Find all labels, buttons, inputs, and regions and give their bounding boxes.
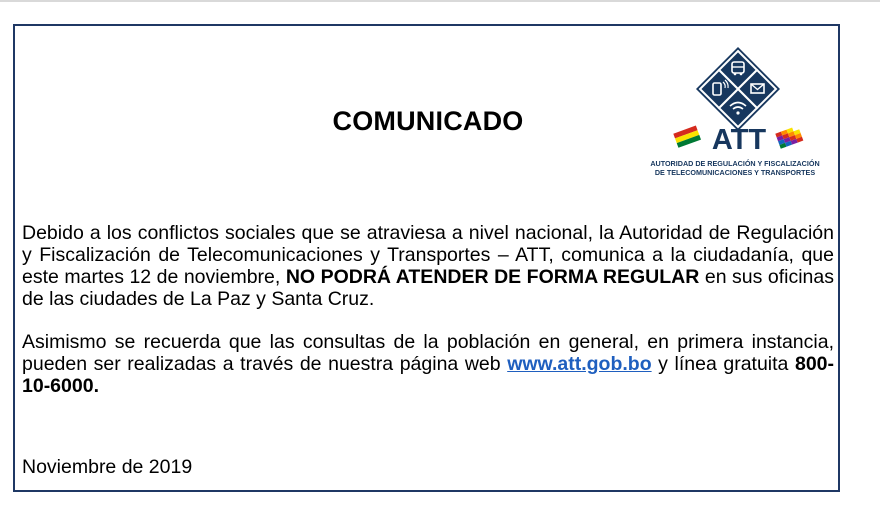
paragraph-1-text-a: Debido a los conflictos sociales que se atraviesa a nivel nacional, la Autoridad de Regulación y Fiscalización de Telecomunicaciones y Transportes – ATT, comunica a la ciudadanía, que este martes 12 de noviembre, xyxy=(22,222,834,288)
website-link[interactable]: www.att.gob.bo xyxy=(507,353,652,375)
logo-caption-line1: AUTORIDAD DE REGULACIÓN Y FISCALIZACIÓN xyxy=(650,159,820,168)
window-top-edge xyxy=(0,0,880,2)
paragraph-2-text-a: Asimismo se recuerda que las consultas de la población en general, en primera instancia, pueden ser realizadas a través de nuestra página web xyxy=(22,331,834,375)
paragraph-1-bold: NO PODRÁ ATENDER DE FORMA REGULAR xyxy=(285,266,700,288)
document-date: Noviembre de 2019 xyxy=(22,456,193,478)
paragraph-2-text-b: y línea gratuita xyxy=(651,353,795,375)
att-logo-graphic xyxy=(640,45,830,157)
logo-caption xyxy=(640,159,830,177)
logo-acronym: ATT xyxy=(711,124,767,156)
hotline-number: 800-10-6000. xyxy=(22,353,834,397)
logo-caption-line2: DE TELECOMUNICACIONES Y TRANSPORTES xyxy=(654,168,816,177)
att-logo xyxy=(640,45,830,180)
paragraph-1-text-b: en sus oficinas de las ciudades de La Paz y Santa Cruz. xyxy=(22,266,835,310)
wiphala-flag-icon xyxy=(775,125,803,148)
paragraph-2 xyxy=(22,331,834,397)
page-title: COMUNICADO xyxy=(332,106,524,136)
bolivia-flag-icon xyxy=(673,125,701,147)
paragraph-1 xyxy=(22,222,834,310)
